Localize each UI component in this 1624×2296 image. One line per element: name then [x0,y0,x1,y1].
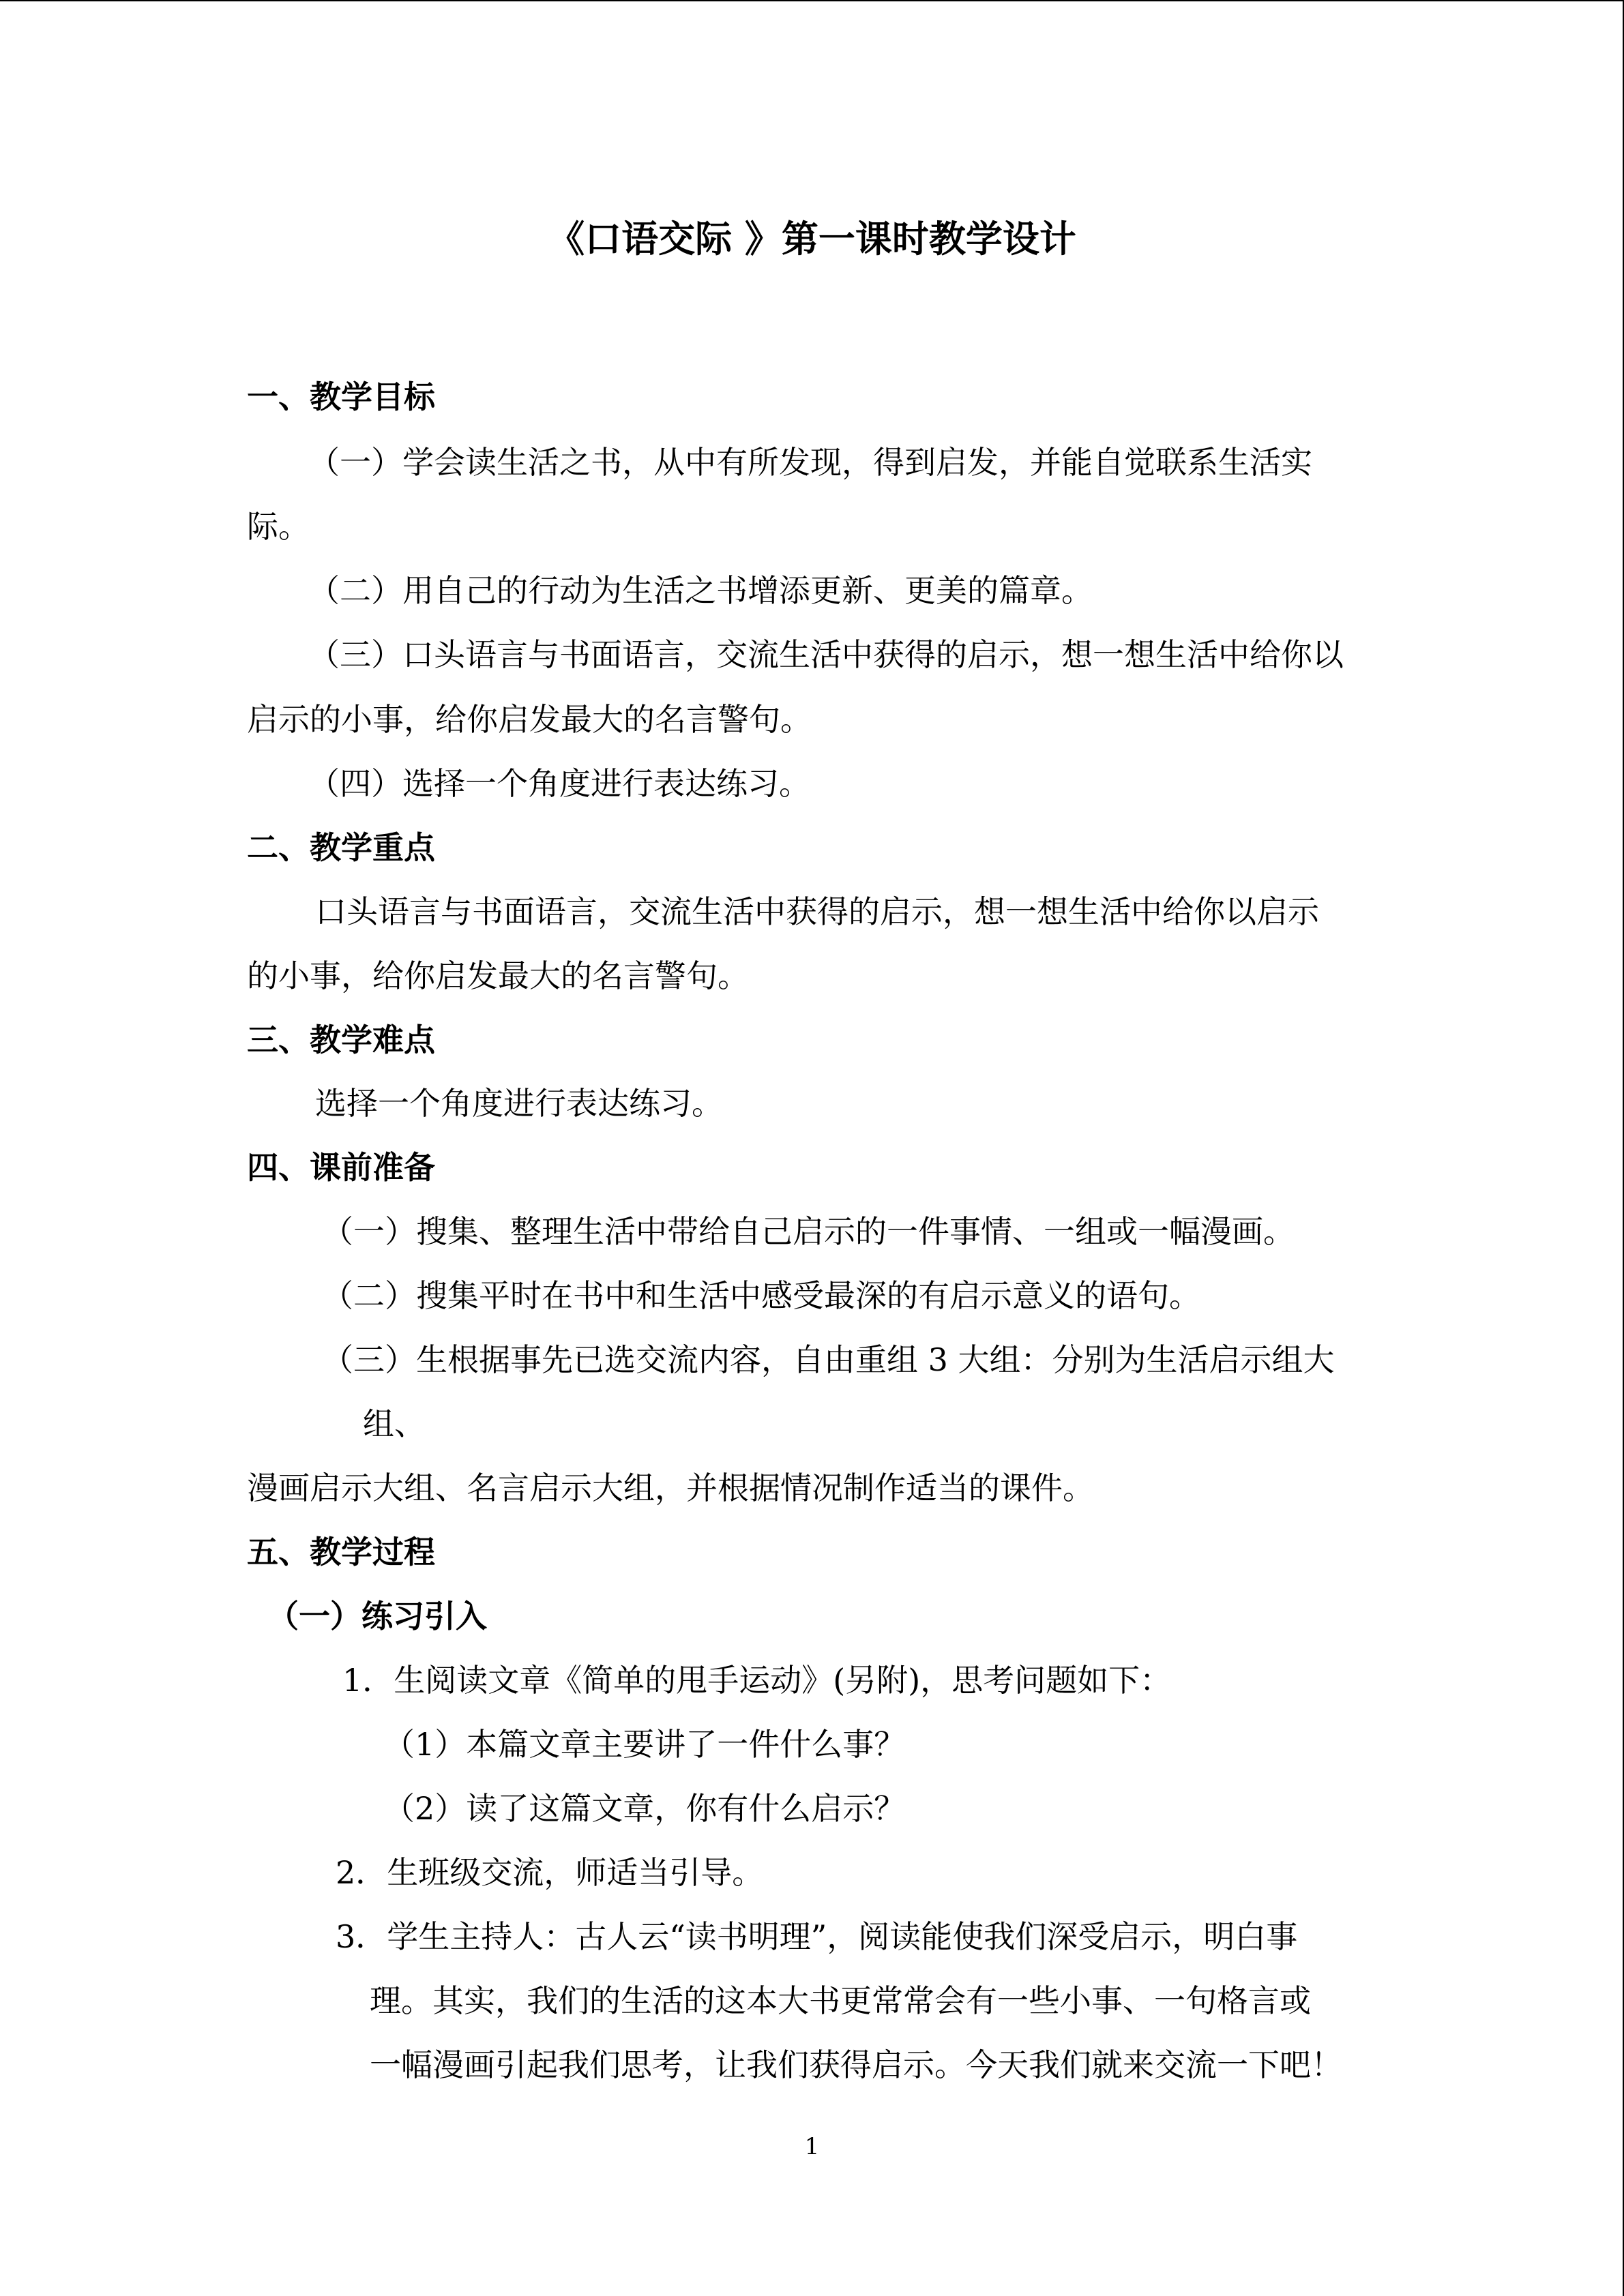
process-item-2: 2．生班级交流，师适当引导。 [336,1854,764,1891]
section-heading-key-points: 二、教学重点 [247,829,435,866]
process-item-3-line-2: 理。其实，我们的生活的这本大书更常常会有一些小事、一句格言或 [370,1982,1311,2019]
section-heading-process: 五、教学过程 [247,1534,435,1570]
process-item-1-question-2: （2）读了这篇文章，你有什么启示？ [383,1790,906,1827]
objective-1-line-1: （一）学会读生活之书，从中有所发现，得到启发，并能自觉联系生活实 [308,444,1312,481]
preparation-3-line-1: （三）生根据事先已选交流内容，自由重组 3 大组：分别为生活启示组大 [322,1341,1335,1378]
preparation-1: （一）搜集、整理生活中带给自己启示的一件事情、一组或一幅漫画。 [322,1213,1295,1250]
process-item-3-line-1: 3．学生主持人：古人云“读书明理”，阅读能使我们深受启示，明白事 [336,1918,1298,1955]
preparation-3-line-2: 组、 [363,1405,426,1442]
process-item-1: 1．生阅读文章《简单的甩手运动》(另附)，思考问题如下： [342,1662,1172,1699]
section-heading-difficulties: 三、教学难点 [247,1022,435,1058]
section-heading-preparation: 四、课前准备 [247,1149,435,1186]
key-points-line-2: 的小事，给你启发最大的名言警句。 [247,957,749,994]
objective-4: （四）选择一个角度进行表达练习。 [308,765,810,802]
preparation-2: （二）搜集平时在书中和生活中感受最深的有启示意义的语句。 [322,1277,1200,1314]
key-points-line-1: 口头语言与书面语言，交流生活中获得的启示，想一想生活中给你以启示 [315,893,1319,930]
subsection-heading-intro: （一）练习引入 [267,1598,487,1635]
objective-3-line-1: （三）口头语言与书面语言，交流生活中获得的启示，想一想生活中给你以 [308,636,1344,673]
preparation-3-line-3: 漫画启示大组、名言启示大组，并根据情况制作适当的课件。 [247,1470,1094,1506]
objective-3-line-2: 启示的小事，给你启发最大的名言警句。 [247,701,812,738]
page-number: 1 [804,2133,820,2160]
section-heading-objectives: 一、教学目标 [247,378,435,415]
objective-2: （二）用自己的行动为生活之书增添更新、更美的篇章。 [308,572,1093,609]
page-title: 《口语交际 》第一课时教学设计 [548,218,1076,260]
difficulties-line-1: 选择一个角度进行表达练习。 [315,1085,723,1122]
process-item-1-question-1: （1）本篇文章主要讲了一件什么事？ [383,1726,906,1763]
process-item-3-line-3: 一幅漫画引起我们思考，让我们获得启示。今天我们就来交流一下吧！ [370,2046,1342,2083]
objective-1-line-2: 际。 [247,508,310,545]
